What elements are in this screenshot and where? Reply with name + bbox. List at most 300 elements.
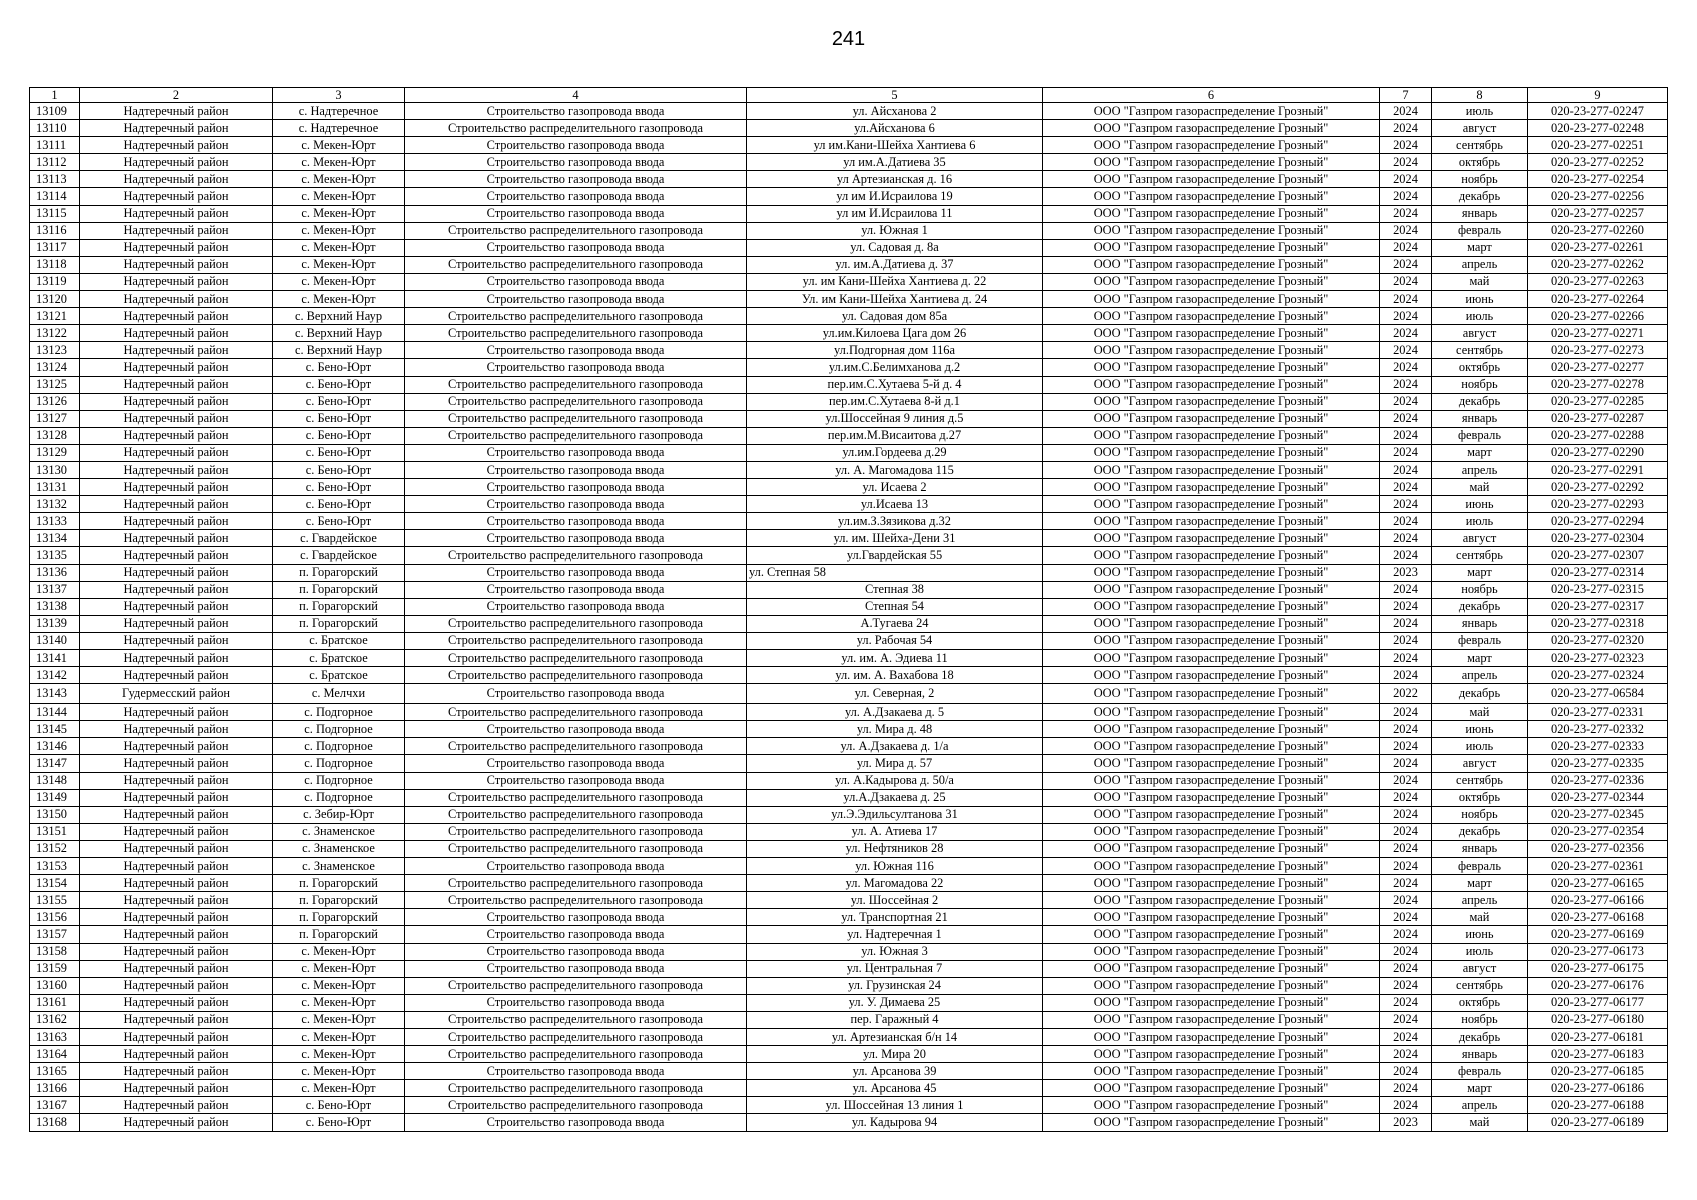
table-row [30,704,1668,721]
settlement-cell: п. Горагорский [273,615,405,632]
month-cell: март [1432,875,1528,892]
district-cell: Надтеречный район [80,359,273,376]
year-cell: 2024 [1380,840,1432,857]
organization-cell: ООО "Газпром газораспределение Грозный" [1043,547,1380,564]
address-cell: ул. А. Магомадова 115 [747,461,1043,478]
year-cell: 2024 [1380,943,1432,960]
registry-code-cell: 020-23-277-02287 [1528,410,1668,427]
organization-cell: ООО "Газпром газораспределение Грозный" [1043,103,1380,120]
organization-cell: ООО "Газпром газораспределение Грозный" [1043,909,1380,926]
year-cell: 2024 [1380,513,1432,530]
month-cell: февраль [1432,632,1528,649]
organization-cell: ООО "Газпром газораспределение Грозный" [1043,325,1380,342]
table-row [30,205,1668,222]
organization-cell: ООО "Газпром газораспределение Грозный" [1043,376,1380,393]
record-number-cell: 13141 [30,650,80,667]
record-number-cell: 13116 [30,222,80,239]
district-cell: Надтеречный район [80,858,273,875]
district-cell: Надтеречный район [80,103,273,120]
settlement-cell: п. Горагорский [273,909,405,926]
organization-cell: ООО "Газпром газораспределение Грозный" [1043,410,1380,427]
record-number-cell: 13151 [30,823,80,840]
year-cell: 2024 [1380,291,1432,308]
settlement-cell: с. Верхний Наур [273,308,405,325]
district-cell: Надтеречный район [80,120,273,137]
settlement-cell: с. Бено-Юрт [273,1097,405,1114]
registry-code-cell: 020-23-277-02335 [1528,755,1668,772]
settlement-cell: с. Мекен-Юрт [273,222,405,239]
organization-cell: ООО "Газпром газораспределение Грозный" [1043,943,1380,960]
year-cell: 2024 [1380,632,1432,649]
month-cell: май [1432,1114,1528,1131]
record-number-cell: 13114 [30,188,80,205]
record-number-cell: 13119 [30,273,80,290]
organization-cell: ООО "Газпром газораспределение Грозный" [1043,994,1380,1011]
settlement-cell: с. Бено-Юрт [273,479,405,496]
registry-code-cell: 020-23-277-02332 [1528,721,1668,738]
month-cell: апрель [1432,1097,1528,1114]
year-cell: 2024 [1380,1063,1432,1080]
registry-code-cell: 020-23-277-06165 [1528,875,1668,892]
month-cell: август [1432,530,1528,547]
work-type-cell: Строительство распределительного газопровода [405,120,747,137]
address-cell: ул. им. А. Вахабова 18 [747,667,1043,684]
year-cell: 2024 [1380,171,1432,188]
month-cell: сентябрь [1432,977,1528,994]
address-cell: ул.им.С.Белимханова д.2 [747,359,1043,376]
table-row [30,530,1668,547]
registry-code-cell: 020-23-277-02320 [1528,632,1668,649]
settlement-cell: с. Верхний Наур [273,342,405,359]
month-cell: июль [1432,738,1528,755]
month-cell: ноябрь [1432,806,1528,823]
year-cell: 2024 [1380,909,1432,926]
work-type-cell: Строительство распределительного газопровода [405,615,747,632]
organization-cell: ООО "Газпром газораспределение Грозный" [1043,1046,1380,1063]
table-row [30,892,1668,909]
district-cell: Надтеречный район [80,496,273,513]
month-cell: август [1432,960,1528,977]
address-cell: ул.Исаева 13 [747,496,1043,513]
address-cell: ул.им.Килоева Цага дом 26 [747,325,1043,342]
address-cell: ул. Северная, 2 [747,684,1043,704]
work-type-cell: Строительство газопровода ввода [405,103,747,120]
registry-code-cell: 020-23-277-06173 [1528,943,1668,960]
registry-code-cell: 020-23-277-02323 [1528,650,1668,667]
district-cell: Надтеречный район [80,1046,273,1063]
registry-code-cell: 020-23-277-02361 [1528,858,1668,875]
organization-cell: ООО "Газпром газораспределение Грозный" [1043,205,1380,222]
organization-cell: ООО "Газпром газораспределение Грозный" [1043,496,1380,513]
address-cell: пер.им.С.Хутаева 8-й д.1 [747,393,1043,410]
registry-code-cell: 020-23-277-02278 [1528,376,1668,393]
year-cell: 2024 [1380,427,1432,444]
registry-code-cell: 020-23-277-06168 [1528,909,1668,926]
settlement-cell: с. Подгорное [273,772,405,789]
district-cell: Надтеречный район [80,291,273,308]
district-cell: Надтеречный район [80,926,273,943]
registry-code-cell: 020-23-277-02354 [1528,823,1668,840]
district-cell: Надтеречный район [80,667,273,684]
organization-cell: ООО "Газпром газораспределение Грозный" [1043,444,1380,461]
table-row [30,1114,1668,1131]
address-cell: ул.Подгорная дом 116а [747,342,1043,359]
registry-code-cell: 020-23-277-06169 [1528,926,1668,943]
district-cell: Надтеречный район [80,1114,273,1131]
year-cell: 2024 [1380,789,1432,806]
work-type-cell: Строительство распределительного газопровода [405,650,747,667]
address-cell: ул. Шоссейная 13 линия 1 [747,1097,1043,1114]
year-cell: 2024 [1380,772,1432,789]
column-number-6: 6 [1043,88,1380,103]
address-cell: Степная 38 [747,581,1043,598]
year-cell: 2024 [1380,1097,1432,1114]
year-cell: 2024 [1380,496,1432,513]
month-cell: ноябрь [1432,581,1528,598]
district-cell: Надтеречный район [80,239,273,256]
record-number-cell: 13132 [30,496,80,513]
district-cell: Надтеречный район [80,256,273,273]
month-cell: июнь [1432,926,1528,943]
settlement-cell: п. Горагорский [273,564,405,581]
district-cell: Надтеречный район [80,909,273,926]
month-cell: январь [1432,205,1528,222]
district-cell: Надтеречный район [80,530,273,547]
record-number-cell: 13144 [30,704,80,721]
record-number-cell: 13161 [30,994,80,1011]
registry-code-cell: 020-23-277-02333 [1528,738,1668,755]
table-row [30,376,1668,393]
work-type-cell: Строительство распределительного газопровода [405,977,747,994]
work-type-cell: Строительство распределительного газопровода [405,1097,747,1114]
table-row [30,513,1668,530]
district-cell: Надтеречный район [80,772,273,789]
settlement-cell: с. Знаменское [273,858,405,875]
table-row [30,273,1668,290]
table-row [30,994,1668,1011]
settlement-cell: с. Знаменское [273,840,405,857]
year-cell: 2024 [1380,137,1432,154]
work-type-cell: Строительство газопровода ввода [405,994,747,1011]
table-row [30,1097,1668,1114]
address-cell: ул им.А.Датиева 35 [747,154,1043,171]
address-cell: ул. Арсанова 45 [747,1080,1043,1097]
month-cell: сентябрь [1432,547,1528,564]
organization-cell: ООО "Газпром газораспределение Грозный" [1043,256,1380,273]
record-number-cell: 13125 [30,376,80,393]
address-cell: ул. Садовая д. 8а [747,239,1043,256]
settlement-cell: с. Надтеречное [273,103,405,120]
year-cell: 2024 [1380,615,1432,632]
work-type-cell: Строительство газопровода ввода [405,188,747,205]
address-cell: А.Тугаева 24 [747,615,1043,632]
address-cell: ул. Садовая дом 85а [747,308,1043,325]
record-number-cell: 13164 [30,1046,80,1063]
settlement-cell: с. Братское [273,632,405,649]
district-cell: Надтеречный район [80,1080,273,1097]
month-cell: март [1432,239,1528,256]
record-number-cell: 13147 [30,755,80,772]
table-row [30,496,1668,513]
work-type-cell: Строительство газопровода ввода [405,137,747,154]
record-number-cell: 13112 [30,154,80,171]
registry-code-cell: 020-23-277-02331 [1528,704,1668,721]
organization-cell: ООО "Газпром газораспределение Грозный" [1043,806,1380,823]
district-cell: Надтеречный район [80,892,273,909]
work-type-cell: Строительство газопровода ввода [405,205,747,222]
year-cell: 2022 [1380,684,1432,704]
settlement-cell: с. Бено-Юрт [273,513,405,530]
month-cell: январь [1432,1046,1528,1063]
settlement-cell: п. Горагорский [273,892,405,909]
month-cell: июль [1432,513,1528,530]
record-number-cell: 13136 [30,564,80,581]
address-cell: ул.А.Дзакаева д. 25 [747,789,1043,806]
settlement-cell: с. Мекен-Юрт [273,1063,405,1080]
settlement-cell: с. Мекен-Юрт [273,1046,405,1063]
year-cell: 2024 [1380,530,1432,547]
registry-code-cell: 020-23-277-02345 [1528,806,1668,823]
work-type-cell: Строительство газопровода ввода [405,960,747,977]
registry-code-cell: 020-23-277-02264 [1528,291,1668,308]
record-number-cell: 13155 [30,892,80,909]
organization-cell: ООО "Газпром газораспределение Грозный" [1043,1028,1380,1045]
organization-cell: ООО "Газпром газораспределение Грозный" [1043,598,1380,615]
work-type-cell: Строительство газопровода ввода [405,943,747,960]
address-cell: ул Артезианская д. 16 [747,171,1043,188]
address-cell: ул. Артезианская б/н 14 [747,1028,1043,1045]
table-row [30,137,1668,154]
district-cell: Надтеречный район [80,840,273,857]
table-row [30,444,1668,461]
record-number-cell: 13128 [30,427,80,444]
work-type-cell: Строительство распределительного газопровода [405,427,747,444]
record-number-cell: 13157 [30,926,80,943]
address-cell: ул. им. Шейха-Дени 31 [747,530,1043,547]
district-cell: Надтеречный район [80,875,273,892]
organization-cell: ООО "Газпром газораспределение Грозный" [1043,1080,1380,1097]
settlement-cell: с. Бено-Юрт [273,393,405,410]
organization-cell: ООО "Газпром газораспределение Грозный" [1043,461,1380,478]
work-type-cell: Строительство распределительного газопровода [405,376,747,393]
table-row [30,738,1668,755]
work-type-cell: Строительство газопровода ввода [405,598,747,615]
district-cell: Надтеречный район [80,222,273,239]
record-number-cell: 13143 [30,684,80,704]
district-cell: Надтеречный район [80,943,273,960]
month-cell: июнь [1432,291,1528,308]
table-row [30,256,1668,273]
address-cell: ул. Надтеречная 1 [747,926,1043,943]
page-number: 241 [831,28,866,50]
record-number-cell: 13131 [30,479,80,496]
record-number-cell: 13142 [30,667,80,684]
registry-code-cell: 020-23-277-06181 [1528,1028,1668,1045]
organization-cell: ООО "Газпром газораспределение Грозный" [1043,789,1380,806]
work-type-cell: Строительство распределительного газопровода [405,1028,747,1045]
settlement-cell: с. Мекен-Юрт [273,291,405,308]
work-type-cell: Строительство распределительного газопровода [405,892,747,909]
record-number-cell: 13133 [30,513,80,530]
registry-code-cell: 020-23-277-06186 [1528,1080,1668,1097]
month-cell: декабрь [1432,598,1528,615]
month-cell: март [1432,650,1528,667]
work-type-cell: Строительство газопровода ввода [405,772,747,789]
district-cell: Надтеречный район [80,171,273,188]
month-cell: ноябрь [1432,171,1528,188]
registry-code-cell: 020-23-277-02336 [1528,772,1668,789]
registry-code-cell: 020-23-277-06166 [1528,892,1668,909]
month-cell: декабрь [1432,823,1528,840]
settlement-cell: с. Мекен-Юрт [273,1011,405,1028]
address-cell: пер. Гаражный 4 [747,1011,1043,1028]
record-number-cell: 13140 [30,632,80,649]
district-cell: Надтеречный район [80,444,273,461]
month-cell: ноябрь [1432,376,1528,393]
work-type-cell: Строительство газопровода ввода [405,342,747,359]
registry-code-cell: 020-23-277-02292 [1528,479,1668,496]
settlement-cell: с. Мекен-Юрт [273,977,405,994]
year-cell: 2024 [1380,581,1432,598]
registry-code-cell: 020-23-277-02318 [1528,615,1668,632]
settlement-cell: с. Мекен-Юрт [273,1028,405,1045]
address-cell: пер.им.С.Хутаева 5-й д. 4 [747,376,1043,393]
address-cell: ул. У. Димаева 25 [747,994,1043,1011]
district-cell: Надтеречный район [80,806,273,823]
table-row [30,789,1668,806]
table-row [30,1063,1668,1080]
year-cell: 2024 [1380,806,1432,823]
record-number-cell: 13145 [30,721,80,738]
district-cell: Надтеречный район [80,755,273,772]
address-cell: ул. Магомадова 22 [747,875,1043,892]
column-number-row [30,88,1668,103]
year-cell: 2024 [1380,1011,1432,1028]
organization-cell: ООО "Газпром газораспределение Грозный" [1043,120,1380,137]
month-cell: февраль [1432,1063,1528,1080]
address-cell: ул. им Кани-Шейха Хантиева д. 22 [747,273,1043,290]
registry-code-cell: 020-23-277-02248 [1528,120,1668,137]
organization-cell: ООО "Газпром газораспределение Грозный" [1043,721,1380,738]
settlement-cell: с. Зебир-Юрт [273,806,405,823]
month-cell: декабрь [1432,684,1528,704]
record-number-cell: 13118 [30,256,80,273]
record-number-cell: 13159 [30,960,80,977]
district-cell: Надтеречный район [80,564,273,581]
district-cell: Надтеречный район [80,598,273,615]
registry-code-cell: 020-23-277-06188 [1528,1097,1668,1114]
registry-code-cell: 020-23-277-02293 [1528,496,1668,513]
settlement-cell: с. Бено-Юрт [273,461,405,478]
record-number-cell: 13146 [30,738,80,755]
organization-cell: ООО "Газпром газораспределение Грозный" [1043,359,1380,376]
organization-cell: ООО "Газпром газораспределение Грозный" [1043,1063,1380,1080]
work-type-cell: Строительство газопровода ввода [405,721,747,738]
address-cell: ул. Кадырова 94 [747,1114,1043,1131]
address-cell: ул. Центральная 7 [747,960,1043,977]
table-row [30,393,1668,410]
organization-cell: ООО "Газпром газораспределение Грозный" [1043,137,1380,154]
organization-cell: ООО "Газпром газораспределение Грозный" [1043,154,1380,171]
year-cell: 2024 [1380,461,1432,478]
settlement-cell: с. Братское [273,650,405,667]
month-cell: октябрь [1432,789,1528,806]
month-cell: август [1432,120,1528,137]
record-number-cell: 13135 [30,547,80,564]
registry-code-cell: 020-23-277-02256 [1528,188,1668,205]
year-cell: 2024 [1380,994,1432,1011]
organization-cell: ООО "Газпром газораспределение Грозный" [1043,875,1380,892]
settlement-cell: с. Мекен-Юрт [273,154,405,171]
organization-cell: ООО "Газпром газораспределение Грозный" [1043,684,1380,704]
address-cell: ул. Транспортная 21 [747,909,1043,926]
address-cell: ул им И.Исраилова 19 [747,188,1043,205]
registry-code-cell: 020-23-277-02262 [1528,256,1668,273]
organization-cell: ООО "Газпром газораспределение Грозный" [1043,222,1380,239]
column-number-7: 7 [1380,88,1432,103]
address-cell: Степная 54 [747,598,1043,615]
registry-code-cell: 020-23-277-02290 [1528,444,1668,461]
district-cell: Надтеречный район [80,427,273,444]
table-row [30,926,1668,943]
registry-code-cell: 020-23-277-02344 [1528,789,1668,806]
work-type-cell: Строительство распределительного газопровода [405,632,747,649]
work-type-cell: Строительство распределительного газопровода [405,738,747,755]
settlement-cell: с. Подгорное [273,704,405,721]
year-cell: 2024 [1380,1046,1432,1063]
record-number-cell: 13156 [30,909,80,926]
year-cell: 2024 [1380,721,1432,738]
month-cell: август [1432,755,1528,772]
organization-cell: ООО "Газпром газораспределение Грозный" [1043,755,1380,772]
year-cell: 2024 [1380,598,1432,615]
month-cell: июль [1432,943,1528,960]
table-row [30,103,1668,120]
registry-code-cell: 020-23-277-06189 [1528,1114,1668,1131]
record-number-cell: 13150 [30,806,80,823]
table-row [30,598,1668,615]
record-number-cell: 13167 [30,1097,80,1114]
column-number-3: 3 [273,88,405,103]
organization-cell: ООО "Газпром газораспределение Грозный" [1043,977,1380,994]
record-number-cell: 13138 [30,598,80,615]
table-row [30,632,1668,649]
registry-code-cell: 020-23-277-02247 [1528,103,1668,120]
district-cell: Надтеречный район [80,513,273,530]
record-number-cell: 13117 [30,239,80,256]
address-cell: ул.Э.Эдильсултанова 31 [747,806,1043,823]
settlement-cell: с. Подгорное [273,721,405,738]
registry-code-cell: 020-23-277-06183 [1528,1046,1668,1063]
year-cell: 2024 [1380,755,1432,772]
registry-code-cell: 020-23-277-02260 [1528,222,1668,239]
address-cell: ул. Арсанова 39 [747,1063,1043,1080]
work-type-cell: Строительство распределительного газопровода [405,1080,747,1097]
month-cell: июль [1432,308,1528,325]
district-cell: Надтеречный район [80,342,273,359]
settlement-cell: с. Подгорное [273,789,405,806]
year-cell: 2024 [1380,444,1432,461]
year-cell: 2024 [1380,256,1432,273]
district-cell: Надтеречный район [80,1028,273,1045]
work-type-cell: Строительство газопровода ввода [405,171,747,188]
table-row [30,909,1668,926]
record-number-cell: 13166 [30,1080,80,1097]
work-type-cell: Строительство распределительного газопровода [405,823,747,840]
column-number-5: 5 [747,88,1043,103]
record-number-cell: 13120 [30,291,80,308]
work-type-cell: Строительство распределительного газопровода [405,1011,747,1028]
